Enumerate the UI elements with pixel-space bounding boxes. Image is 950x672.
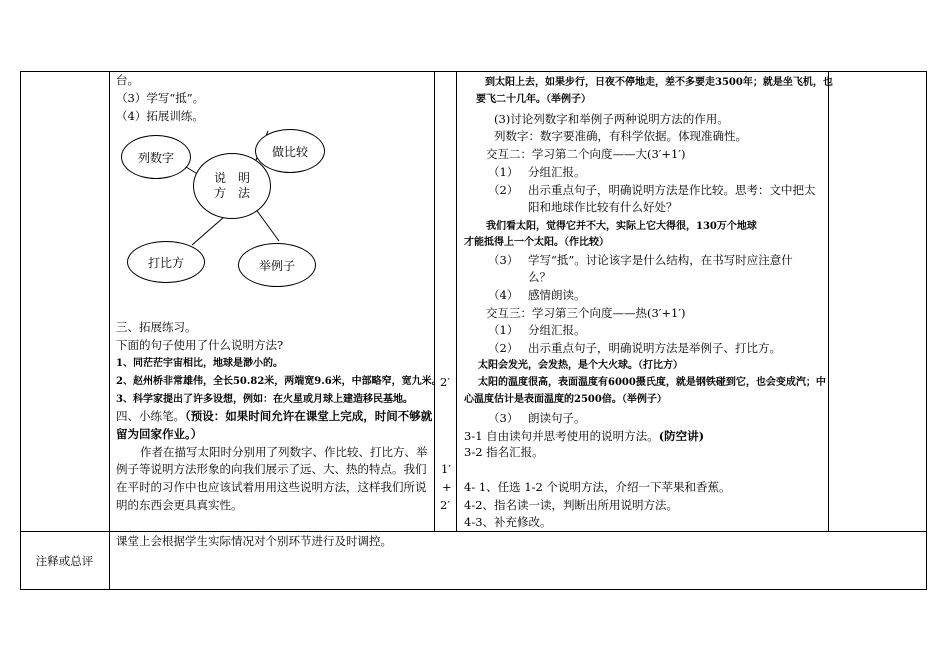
time-mark-1: 2′ <box>440 375 450 389</box>
paragraph-line-1: 作者在描写太阳时分别用了列数字、作比较、打比方、举 <box>140 445 428 459</box>
right-item-num: （3） <box>488 411 519 425</box>
key-sentence-example-cont: 心温度估计是表面温度的2500倍。（举例子） <box>464 394 667 405</box>
section-4-title: 四、小练笔。 <box>116 409 185 423</box>
table-row-divider <box>20 531 927 532</box>
exercise-3: 3、科学家提出了许多设想，例如：在火星或月球上建造移民基地。 <box>116 394 413 405</box>
left-line-1: 台。 <box>116 73 139 87</box>
right-item-text: 朗读句子。 <box>528 411 586 425</box>
exercise-question: 下面的句子使用了什么说明方法? <box>116 338 284 352</box>
section-4-heading <box>116 409 432 423</box>
time-mark-2: 1′ <box>441 462 451 476</box>
right-item-text: 感情朗读。 <box>528 288 586 302</box>
paragraph-line-4: 明的东西会更具真实性。 <box>116 498 243 512</box>
right-item-num: （1） <box>488 165 519 179</box>
left-line-3: （4）拓展训练。 <box>116 109 204 123</box>
section-3-heading: 三、拓展练习。 <box>116 320 197 334</box>
step-4-1: 4- 1、任选 1-2 个说明方法，介绍一下苹果和香蕉。 <box>464 480 731 494</box>
right-item-num: （1） <box>488 323 519 337</box>
table-right-border <box>926 71 927 590</box>
step-3-1-note: (防空讲) <box>658 429 705 443</box>
key-sentence-compare-cont: 才能抵得上一个太阳。（作比较） <box>464 237 609 248</box>
mindmap-node-list-numbers: 列数字 <box>121 135 191 179</box>
key-sentence-compare: 我们看太阳，觉得它并不大，实际上它大得很，130万个地球 <box>486 221 757 232</box>
paragraph-line-3: 在平时的习作中也应该试着用用这些说明方法，这样我们所说 <box>116 480 427 494</box>
right-line-2: 要飞二十几年。（举例子） <box>476 94 591 105</box>
mindmap-center-line1: 说 明 <box>213 171 250 185</box>
table-bottom-border <box>20 589 927 590</box>
right-item-num: （4） <box>488 288 519 302</box>
lesson-plan-table <box>20 71 927 590</box>
right-item-text: 学写“抵”。讨论该字是什么结构，在书写时应注意什 <box>528 253 793 267</box>
interaction-3-heading: 交互三：学习第三个向度——热(3′+1′) <box>486 306 686 320</box>
table-col-divider <box>434 71 435 531</box>
right-item-num: （3） <box>488 253 519 267</box>
time-mark-3: 2′ <box>440 498 450 512</box>
left-line-2: （3）学写“抵”。 <box>116 91 205 105</box>
table-top-border <box>20 71 927 72</box>
right-item-text: 出示重点句子，明确说明方法是举例子、打比方。 <box>528 341 781 355</box>
interaction-2-heading: 交互二：学习第二个向度——大(3′+1′) <box>486 147 686 161</box>
mindmap-node-example: 举例子 <box>238 243 316 287</box>
step-3-1-text: 3-1 自由读句并思考使用的说明方法。 <box>464 429 659 443</box>
step-3-1 <box>464 429 704 443</box>
right-item-num: （2） <box>488 183 519 197</box>
table-col-divider <box>828 71 829 531</box>
right-line-4: 列数字：数字要准确，有科学依据。体现准确性。 <box>494 129 747 143</box>
footer-text: 课堂上会根据学生实际情况对个别环节进行及时调控。 <box>116 534 392 548</box>
right-item-text: 分组汇报。 <box>528 165 586 179</box>
mindmap-node-metaphor: 打比方 <box>127 241 205 283</box>
exercise-1: 1、同茫茫宇宙相比，地球是渺小的。 <box>116 358 283 369</box>
section-4-note-cont: 留为回家作业。） <box>116 427 203 441</box>
exercise-2: 2、赵州桥非常雄伟，全长50.82米，两端宽9.6米，中部略窄，宽九米。 <box>116 376 442 387</box>
footer-label: 注释或总评 <box>35 554 94 568</box>
paragraph-line-2: 例子等说明方法形象的向我们展示了远、大、热的特点。我们 <box>116 462 427 476</box>
table-left-border <box>20 71 21 590</box>
right-line-3: (3)讨论列数字和举例子两种说明方法的作用。 <box>494 112 729 126</box>
right-item-text: 分组汇报。 <box>528 323 586 337</box>
right-item-text: 出示重点句子，明确说明方法是作比较。思考：文中把太 <box>528 183 816 197</box>
section-4-note: （预设：如果时间允许在课堂上完成，时间不够就 <box>185 409 433 423</box>
step-4-2: 4-2、指名读一读，判断出所用说明方法。 <box>464 498 679 512</box>
mindmap-node-compare: 做比较 <box>255 129 325 173</box>
time-mark-plus: + <box>442 480 452 494</box>
right-item-text-cont: 么？ <box>528 270 551 284</box>
right-item-text-cont: 阳和地球作比较有什么好处？ <box>528 200 678 214</box>
right-item-num: （2） <box>488 341 519 355</box>
table-col-divider <box>456 71 457 531</box>
mindmap-center-line2: 方 法 <box>213 186 250 200</box>
key-sentence-example: 太阳的温度很高，表面温度有6000摄氏度，就是钢铁碰到它，也会变成汽；中 <box>478 377 826 388</box>
step-4-3: 4-3、补充修改。 <box>464 515 552 529</box>
table-col-divider <box>109 71 110 590</box>
step-3-2: 3-2 指名汇报。 <box>464 445 544 459</box>
mindmap-node-center <box>193 153 271 219</box>
key-sentence-metaphor: 太阳会发光，会发热，是个大火球。（打比方） <box>478 360 683 371</box>
right-line-1: 到太阳上去，如果步行，日夜不停地走，差不多要走3500年；就是坐飞机，也 <box>485 77 833 88</box>
